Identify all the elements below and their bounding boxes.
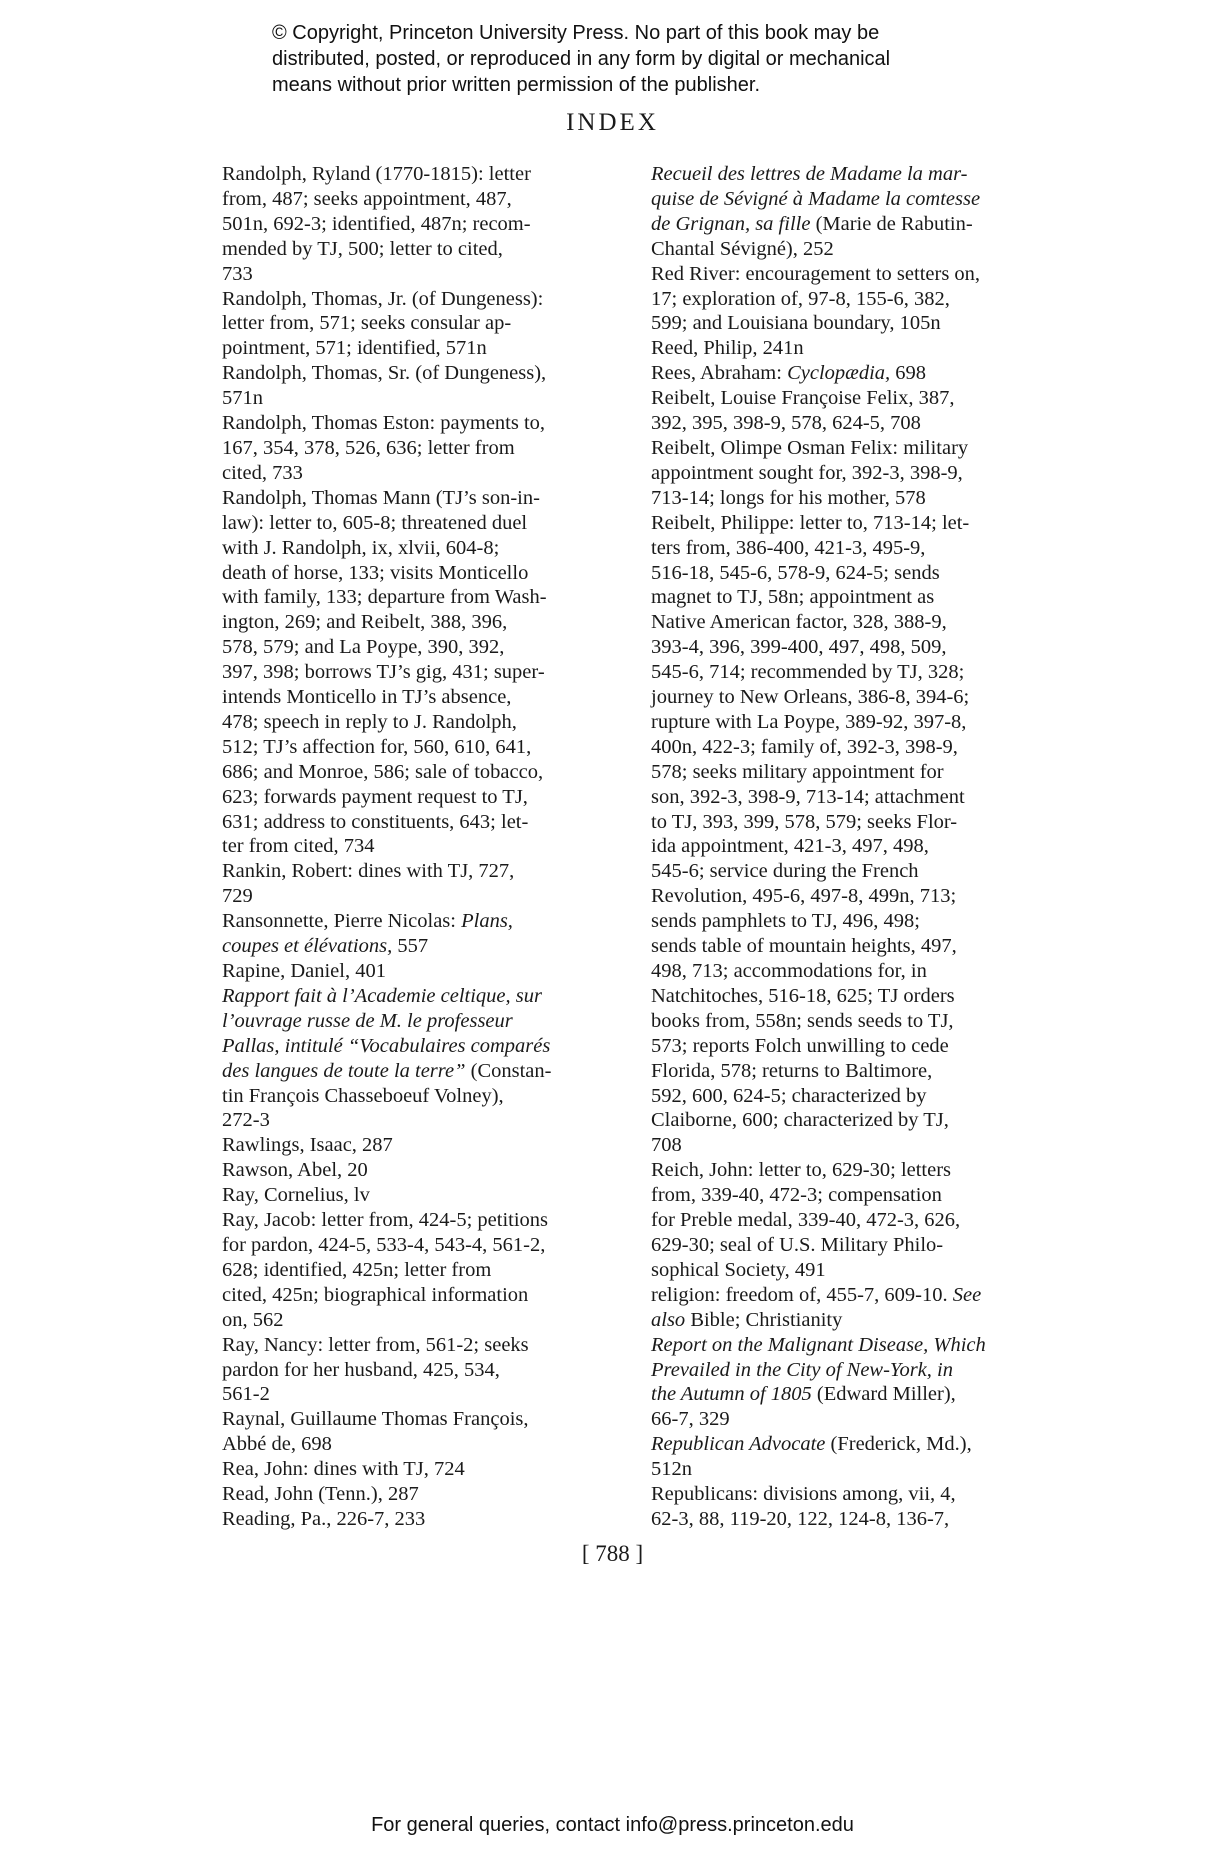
index-entry-line: 708 [651, 1134, 682, 1157]
index-entry-line: Native American factor, 328, 388-9, [651, 611, 947, 634]
index-entry-line: pointment, 571; identified, 571n [222, 337, 487, 360]
index-entry-line: son, 392-3, 398-9, 713-14; attachment [651, 785, 965, 808]
index-entry-line: 561-2 [222, 1383, 270, 1406]
index-entry [651, 1482, 1051, 1532]
copyright-line: means without prior written permission of the publisher. [272, 74, 761, 96]
index-entry-line: cited, 425n; biographical information [222, 1283, 529, 1306]
index-entry-line: Natchitoches, 516-18, 625; TJ orders [651, 984, 955, 1007]
index-entry-line: 272-3 [222, 1109, 270, 1132]
index-entry [222, 1158, 622, 1183]
index-entry-line: Reich, John: letter to, 629-30; letters [651, 1159, 952, 1182]
index-entry-line: Reading, Pa., 226-7, 233 [222, 1507, 426, 1530]
index-entry-line: Rapport fait à l’Academie celtique, sur [222, 984, 542, 1007]
index-entry-line: ington, 269; and Reibelt, 388, 396, [222, 611, 508, 634]
index-entry-line: Ray, Jacob: letter from, 424-5; petitions [222, 1209, 549, 1232]
index-entry [222, 287, 622, 362]
index-entry-line: 578, 579; and La Poype, 390, 392, [222, 636, 505, 659]
index-entry [222, 984, 622, 1133]
index-entry-line: 729 [222, 885, 253, 908]
index-entry-line: sends table of mountain heights, 497, [651, 935, 957, 958]
index-entry-line: Report on the Malignant Disease, Which [651, 1333, 986, 1356]
index-entry-line: Rawson, Abel, 20 [222, 1159, 368, 1182]
index-entry-line: 592, 600, 624-5; characterized by [651, 1084, 927, 1107]
index-entry-line: 545-6, 714; recommended by TJ, 328; [651, 661, 965, 684]
index-entry-line: death of horse, 133; visits Monticello [222, 561, 529, 584]
index-entry-line: Randolph, Thomas Eston: payments to, [222, 412, 546, 435]
index-entry [651, 1432, 1051, 1482]
index-entry-line: Randolph, Thomas, Jr. (of Dungeness): [222, 287, 544, 310]
index-entry-line: 501n, 692-3; identified, 487n; recom- [222, 212, 531, 235]
index-entry-line: Red River: encouragement to setters on, [651, 262, 981, 285]
index-entry-line: Rawlings, Isaac, 287 [222, 1134, 393, 1157]
index-entry-line: Reibelt, Olimpe Osman Felix: military [651, 436, 969, 459]
page-title: INDEX [566, 109, 659, 136]
index-entry-line: Rapine, Daniel, 401 [222, 960, 386, 982]
index-entry-line: 512; TJ’s affection for, 560, 610, 641, [222, 735, 532, 758]
index-entry-line: to TJ, 393, 399, 578, 579; seeks Flor- [651, 810, 958, 833]
index-entry-line: ter from cited, 734 [222, 835, 375, 858]
index-entry-line: Abbé de, 698 [222, 1433, 332, 1456]
index-entry [651, 511, 1051, 1159]
index-entry-line: 392, 395, 398-9, 578, 624-5, 708 [651, 412, 921, 435]
index-entry-line: Claiborne, 600; characterized by TJ, [651, 1109, 949, 1132]
index-entry [651, 262, 1051, 337]
index-entry-line: on, 562 [222, 1308, 284, 1331]
index-entry-line: 599; and Louisiana boundary, 105n [651, 312, 941, 335]
index-entry [222, 959, 622, 984]
index-entry-line: 167, 354, 378, 526, 636; letter from [222, 436, 515, 459]
index-entry-line: Randolph, Thomas, Sr. (of Dungeness), [222, 362, 547, 385]
index-entry-line: rupture with La Poype, 389-92, 397-8, [651, 710, 967, 733]
index-entry-line: ida appointment, 421-3, 497, 498, [651, 835, 929, 858]
index-entry [651, 436, 1051, 511]
index-entry-line: Chantal Sévigné), 252 [651, 237, 834, 260]
index-entry-line: mended by TJ, 500; letter to cited, [222, 237, 503, 260]
copyright-notice [272, 20, 1032, 98]
index-entry [222, 1208, 622, 1333]
index-entry-line: Prevailed in the City of New-York, in [651, 1358, 953, 1381]
index-entry [222, 859, 622, 909]
index-entry-line: Republicans: divisions among, vii, 4, [651, 1483, 956, 1506]
index-entry-line: Reibelt, Louise Françoise Felix, 387, [651, 387, 955, 410]
index-entry-line: journey to New Orleans, 386-8, 394-6; [651, 686, 970, 709]
index-entry-line: letter from, 571; seeks consular ap- [222, 312, 512, 335]
index-entry [222, 411, 622, 486]
index-entry-line: books from, 558n; sends seeds to TJ, [651, 1009, 954, 1032]
index-entry-line: cited, 733 [222, 461, 303, 484]
index-entry-line: Ray, Nancy: letter from, 561-2; seeks [222, 1333, 529, 1356]
index-entry [222, 1457, 622, 1482]
index-entry-line: Randolph, Ryland (1770-1815): letter [222, 163, 531, 185]
index-entry-line: 628; identified, 425n; letter from [222, 1258, 492, 1281]
index-entry-line: Recueil des lettres de Madame la mar- [651, 163, 968, 185]
index-entry [222, 1407, 622, 1457]
index-entry-line: 545-6; service during the French [651, 860, 919, 883]
index-entry [222, 486, 622, 860]
contact-footer: For general queries, contact info@press.princeton.edu [371, 1814, 854, 1836]
copyright-line: © Copyright, Princeton University Press. No part of this book may be [272, 22, 880, 44]
index-entry [222, 1133, 622, 1158]
index-entry-line: Florida, 578; returns to Baltimore, [651, 1059, 933, 1082]
index-entry [651, 386, 1051, 436]
index-entry-line: Read, John (Tenn.), 287 [222, 1483, 419, 1506]
index-entry-line: Pallas, intitulé “Vocabulaires comparés [222, 1034, 551, 1057]
index-entry [651, 1333, 1051, 1433]
index-entry-line: law): letter to, 605-8; threatened duel [222, 511, 528, 534]
index-entry-line: 393-4, 396, 399-400, 497, 498, 509, [651, 636, 947, 659]
index-entry-line: ters from, 386-400, 421-3, 495-9, [651, 536, 926, 559]
index-entry-line: appointment sought for, 392-3, 398-9, [651, 461, 963, 484]
index-entry-line: 62-3, 88, 119-20, 122, 124-8, 136-7, [651, 1507, 950, 1530]
index-entry-line: Raynal, Guillaume Thomas François, [222, 1408, 529, 1431]
index-entry-line: 578; seeks military appointment for [651, 760, 944, 783]
index-entry [222, 361, 622, 411]
index-entry-line: the Autumn of 1805 (Edward Miller), [651, 1383, 956, 1406]
index-entry-line: with J. Randolph, ix, xlvii, 604-8; [222, 536, 500, 559]
index-entry-line: Reibelt, Philippe: letter to, 713-14; let- [651, 511, 970, 534]
index-entry-line: tin François Chasseboeuf Volney), [222, 1084, 504, 1107]
index-entry-line: 400n, 422-3; family of, 392-3, 398-9, [651, 735, 958, 758]
index-entry-line: Rankin, Robert: dines with TJ, 727, [222, 860, 515, 883]
index-entry [222, 1333, 622, 1408]
index-entry [651, 336, 1051, 361]
index-entry-line: 66-7, 329 [651, 1408, 730, 1431]
index-entry-line: 397, 398; borrows TJ’s gig, 431; super- [222, 661, 545, 684]
index-entry-line: from, 487; seeks appointment, 487, [222, 187, 512, 210]
index-entry [651, 162, 1051, 262]
index-entry [222, 909, 622, 959]
index-entry-line: also Bible; Christianity [651, 1308, 843, 1331]
index-entry [222, 1482, 622, 1507]
index-entry-line: quise de Sévigné à Madame la comtesse [651, 187, 981, 210]
index-entry-line: from, 339-40, 472-3; compensation [651, 1184, 942, 1207]
index-entry-line: for pardon, 424-5, 533-4, 543-4, 561-2, [222, 1233, 546, 1256]
index-entry-line: for Preble medal, 339-40, 472-3, 626, [651, 1209, 961, 1232]
index-entry-line: 631; address to constituents, 643; let- [222, 810, 529, 833]
index-entry-line: 478; speech in reply to J. Randolph, [222, 710, 517, 733]
index-entry-line: magnet to TJ, 58n; appointment as [651, 586, 935, 609]
index-entry-line: 623; forwards payment request to TJ, [222, 785, 528, 808]
index-entry-line: sophical Society, 491 [651, 1258, 826, 1281]
index-entry [222, 162, 622, 287]
index-entry-line: Rees, Abraham: Cyclopædia, 698 [651, 362, 927, 385]
index-entry-line: 516-18, 545-6, 578-9, 624-5; sends [651, 561, 940, 584]
index-entry-line: Ray, Cornelius, lv [222, 1184, 370, 1207]
index-entry-line: Rea, John: dines with TJ, 724 [222, 1458, 465, 1481]
index-entry-line: 629-30; seal of U.S. Military Philo- [651, 1233, 944, 1256]
index-entry [651, 361, 1051, 386]
index-entry-line: de Grignan, sa fille (Marie de Rabutin- [651, 212, 973, 235]
index-entry-line: religion: freedom of, 455-7, 609-10. See [651, 1283, 982, 1306]
index-entry-line: 498, 713; accommodations for, in [651, 960, 927, 982]
index-entry [651, 1283, 1051, 1333]
index-entry-line: pardon for her husband, 425, 534, [222, 1358, 500, 1381]
index-entry [651, 1158, 1051, 1283]
index-column-right [651, 162, 1051, 1532]
index-entry [222, 1507, 622, 1532]
index-entry-line: Reed, Philip, 241n [651, 337, 804, 360]
index-entry-line: 686; and Monroe, 586; sale of tobacco, [222, 760, 544, 783]
index-entry-line: 573; reports Folch unwilling to cede [651, 1034, 949, 1057]
index-entry [222, 1183, 622, 1208]
index-entry-line: Republican Advocate (Frederick, Md.), [651, 1433, 972, 1456]
index-entry-line: 17; exploration of, 97-8, 155-6, 382, [651, 287, 950, 310]
copyright-line: distributed, posted, or reproduced in any form by digital or mechanical [272, 48, 891, 70]
index-entry-line: des langues de toute la terre” (Constan- [222, 1059, 552, 1082]
index-entry-line: 713-14; longs for his mother, 578 [651, 486, 926, 509]
index-entry-line: sends pamphlets to TJ, 496, 498; [651, 910, 920, 933]
index-entry-line: 512n [651, 1458, 692, 1481]
index-entry-line: intends Monticello in TJ’s absence, [222, 686, 512, 709]
index-entry-line: Revolution, 495-6, 497-8, 499n, 713; [651, 885, 957, 908]
index-entry-line: Randolph, Thomas Mann (TJ’s son-in- [222, 486, 540, 509]
index-entry-line: Ransonnette, Pierre Nicolas: Plans, [222, 910, 513, 933]
index-entry-line: with family, 133; departure from Wash- [222, 586, 547, 609]
index-entry-line: coupes et élévations, 557 [222, 935, 429, 958]
page-number: [ 788 ] [581, 1541, 644, 1566]
index-entry-line: l’ouvrage russe de M. le professeur [222, 1009, 513, 1032]
index-entry-line: 571n [222, 387, 263, 410]
index-entry-line: 733 [222, 262, 253, 285]
index-column-left [222, 162, 622, 1532]
